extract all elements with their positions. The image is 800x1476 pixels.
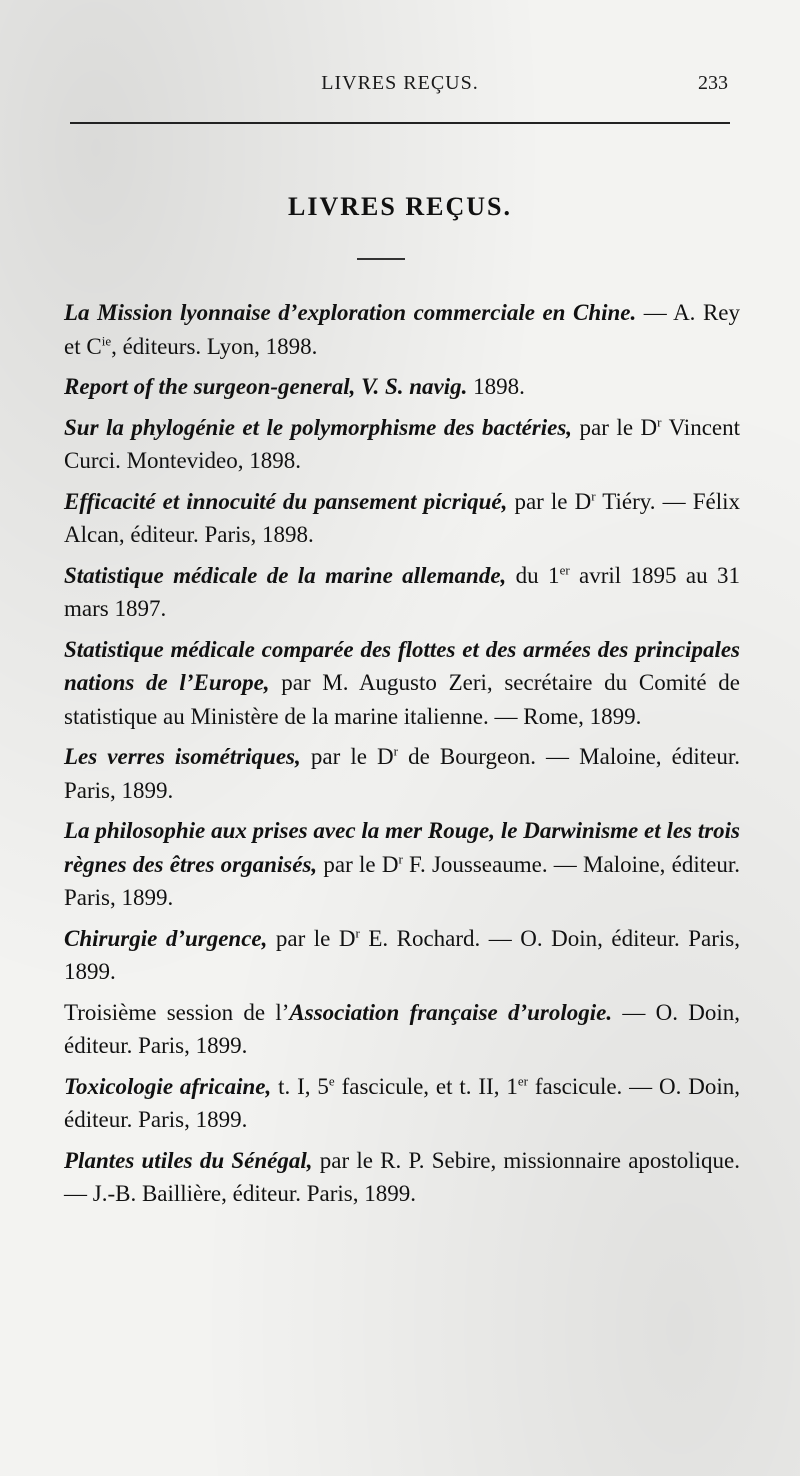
entry-text: Tiéry. — Félix Alcan, éditeur. Paris, 1898. — [64, 488, 741, 547]
book-title: Les verres isométriques, — [64, 744, 301, 769]
book-title: Statistique médicale comparée des flottes et des armées des principales nations de l’Europe, — [64, 636, 740, 695]
running-title: LIVRES REÇUS. — [321, 72, 479, 94]
entry-text: par le D — [300, 744, 394, 769]
entry-text: par le D — [507, 488, 592, 514]
entry-text: F. Jousseaume. — Maloine, éditeur. Paris, 1899. — [64, 851, 741, 910]
superscript: r — [398, 850, 403, 866]
book-title: La philosophie aux prises avec la mer Rouge, le Darwinisme et les trois règnes des êtres organisés, — [64, 818, 740, 877]
book-title: Association française d’urologie. — [289, 999, 613, 1025]
superscript: r — [355, 924, 360, 940]
book-entry — [62, 740, 740, 807]
superscript: r — [393, 743, 398, 759]
entry-text: de Bourgeon. — Maloine, éditeur. Paris, 1899. — [64, 744, 740, 803]
running-head — [0, 72, 800, 102]
entry-text: fascicule, et t. II, 1 — [334, 1073, 518, 1099]
book-title: Chirurgie d’urgence, — [64, 925, 268, 951]
entry-text: Troisième session de l’ — [64, 999, 290, 1025]
book-list — [62, 296, 740, 1218]
entry-text: , éditeurs. Lyon, 1898. — [111, 333, 318, 359]
entry-text: 1898. — [467, 374, 525, 399]
page-number: 233 — [698, 72, 728, 94]
book-title: Sur la phylogénie et le polymorphisme des bactéries, — [64, 414, 573, 440]
superscript: er — [559, 561, 570, 577]
book-entry — [62, 633, 740, 734]
book-title: La Mission lyonnaise d’exploration commerciale en Chine. — [64, 300, 637, 325]
section-title: LIVRES REÇUS. — [288, 192, 512, 221]
entry-text: — A. Rey et C — [64, 300, 741, 359]
book-title: Efficacité et innocuité du pansement picriqué, — [64, 488, 508, 514]
book-entry — [62, 411, 740, 478]
entry-text: du 1 — [506, 562, 560, 588]
book-entry — [62, 1070, 740, 1137]
entry-text: E. Rochard. — O. Doin, éditeur. Paris, 1899. — [64, 925, 741, 984]
entry-text: Vincent Curci. Montevideo, 1898. — [64, 414, 741, 473]
book-entry — [62, 814, 740, 915]
book-title: Report of the surgeon-general, V. S. navig. — [64, 374, 468, 399]
entry-text: par le D — [267, 925, 356, 951]
entry-text: par le R. P. Sebire, missionnaire apostolique. — J.-B. Baillière, éditeur. Paris, 1899. — [64, 1147, 740, 1206]
entry-text: par le D — [317, 851, 399, 877]
book-entry — [62, 296, 740, 363]
title-rule — [357, 258, 405, 260]
book-title: Plantes utiles du Sénégal, — [64, 1147, 313, 1173]
entry-text: t. I, 5 — [271, 1073, 329, 1099]
entry-text: par le D — [572, 414, 658, 440]
superscript: ie — [101, 332, 112, 348]
book-entry — [62, 922, 740, 989]
book-entry — [62, 996, 740, 1063]
superscript: r — [657, 413, 662, 429]
book-entry — [62, 485, 740, 552]
book-entry — [62, 1144, 740, 1211]
entry-text: — O. Doin, éditeur. Paris, 1899. — [64, 999, 740, 1058]
book-entry — [62, 370, 740, 404]
superscript: er — [517, 1072, 528, 1088]
superscript: e — [328, 1072, 335, 1088]
entry-text: avril 1895 au 31 mars 1897. — [64, 562, 741, 621]
entry-text: fascicule. — O. Doin, éditeur. Paris, 1899. — [64, 1073, 741, 1132]
superscript: r — [591, 487, 596, 503]
book-entry — [62, 559, 740, 626]
entry-text: par M. Augusto Zeri, secrétaire du Comité de statistique au Ministère de la marine italienne. — Rome, 1899. — [64, 670, 740, 729]
book-title: Toxicologie africaine, — [64, 1073, 272, 1099]
book-title: Statistique médicale de la marine allemande, — [64, 562, 507, 588]
header-rule — [70, 122, 730, 124]
